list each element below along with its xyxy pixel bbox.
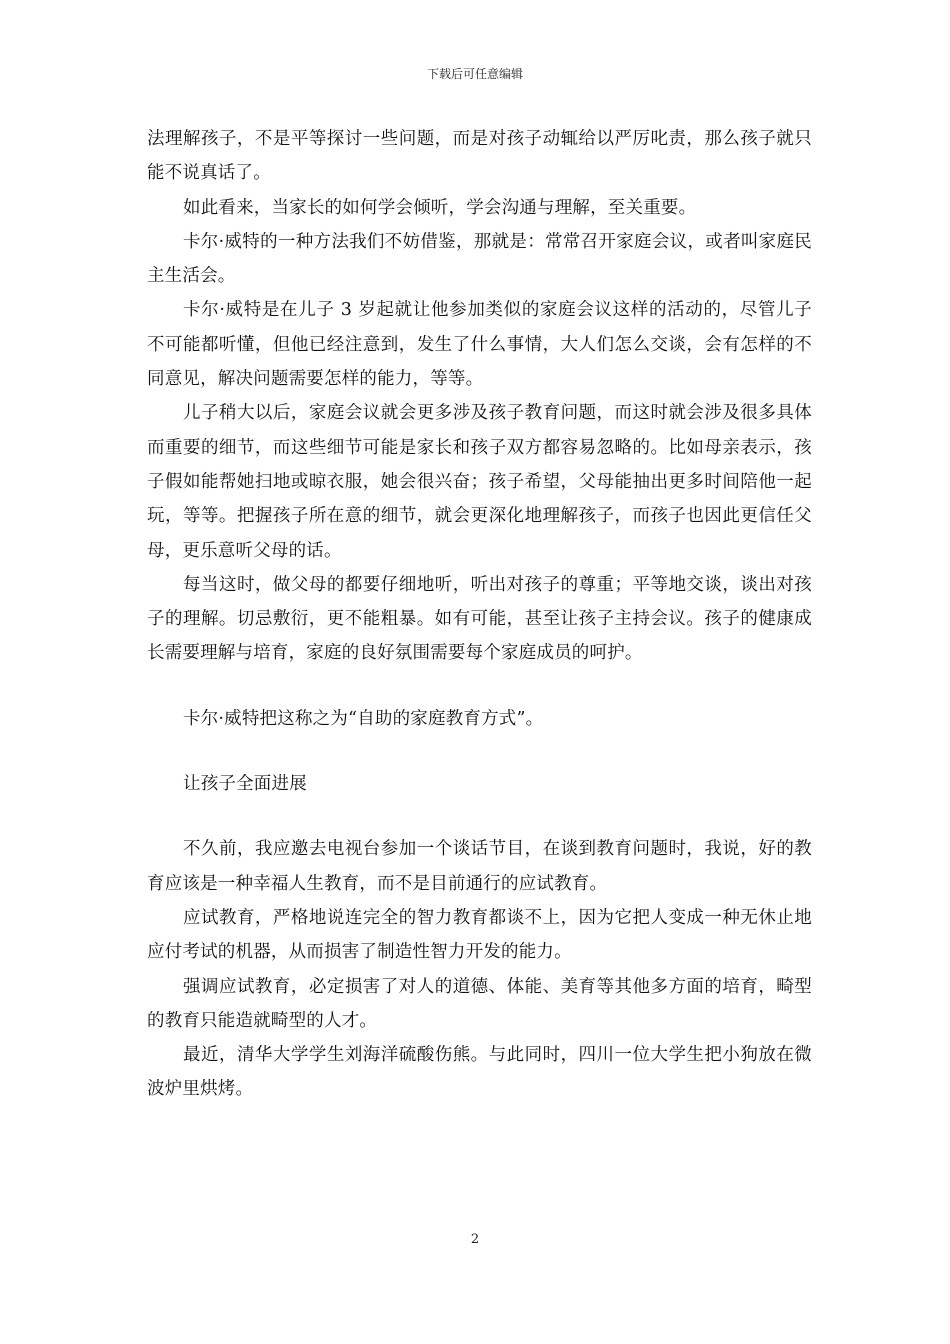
paragraph: 儿子稍大以后，家庭会议就会更多涉及孩子教育问题，而这时就会涉及很多具体而重要的细节，而这些细节可能是家长和孩子双方都容易忽略的。比如母亲表示，孩子假如能帮她扫地或晾衣服，她会很兴奋；孩子希望，父母能抽出更多时间陪他一起玩，等等。把握孩子所在意的细节，就会更深化地理解孩子，而孩子也因此更信任父母，更乐意听父母的话。 xyxy=(147,403,812,561)
paragraph: 最近，清华大学学生刘海洋硫酸伤熊。与此同时，四川一位大学生把小狗放在微波炉里烘烤。 xyxy=(147,1045,812,1100)
paragraph: 不久前，我应邀去电视台参加一个谈话节目，在谈到教育问题时，我说，好的教育应该是一种幸福人生教育，而不是目前通行的应试教育。 xyxy=(147,839,812,894)
paragraph: 如此看来，当家长的如何学会倾听，学会沟通与理解，至关重要。 xyxy=(183,197,697,218)
paragraph: 卡尔·威特的一种方法我们不妨借鉴，那就是：常常召开家庭会议，或者叫家庭民主生活会。 xyxy=(147,231,812,287)
paragraph: 应试教育，严格地说连完全的智力教育都谈不上，因为它把人变成一种无休止地应付考试的机器，从而损害了制造性智力开发的能力。 xyxy=(147,907,812,963)
section-heading: 让孩子全面进展 xyxy=(183,774,307,795)
paragraph: 每当这时，做父母的都要仔细地听，听出对孩子的尊重；平等地交谈，谈出对孩子的理解。切忌敷衍，更不能粗暴。如有可能，甚至让孩子主持会议。孩子的健康成长需要理解与培育，家庭的良好氛围需要每个家庭成员的呵护。 xyxy=(147,574,812,664)
page-header: 下载后可任意编辑 xyxy=(426,67,523,81)
paragraph: 强调应试教育，必定损害了对人的道德、体能、美育等其他多方面的培育，畸型的教育只能造就畸型的人才。 xyxy=(147,976,812,1031)
page-number: 2 xyxy=(470,1232,480,1247)
paragraph: 卡尔·威特把这称之为“自助的家庭教育方式”。 xyxy=(183,708,544,729)
document-body xyxy=(147,122,812,1107)
paragraph: 法理解孩子，不是平等探讨一些问题，而是对孩子动辄给以严厉叱责，那么孩子就只能不说真话了。 xyxy=(147,129,812,184)
paragraph: 卡尔·威特是在儿子 3 岁起就让他参加类似的家庭会议这样的活动的，尽管儿子不可能都听懂，但他已经注意到，发生了什么事情，大人们怎么交谈，会有怎样的不同意见，解决问题需要怎样的能力，等等。 xyxy=(147,300,812,390)
